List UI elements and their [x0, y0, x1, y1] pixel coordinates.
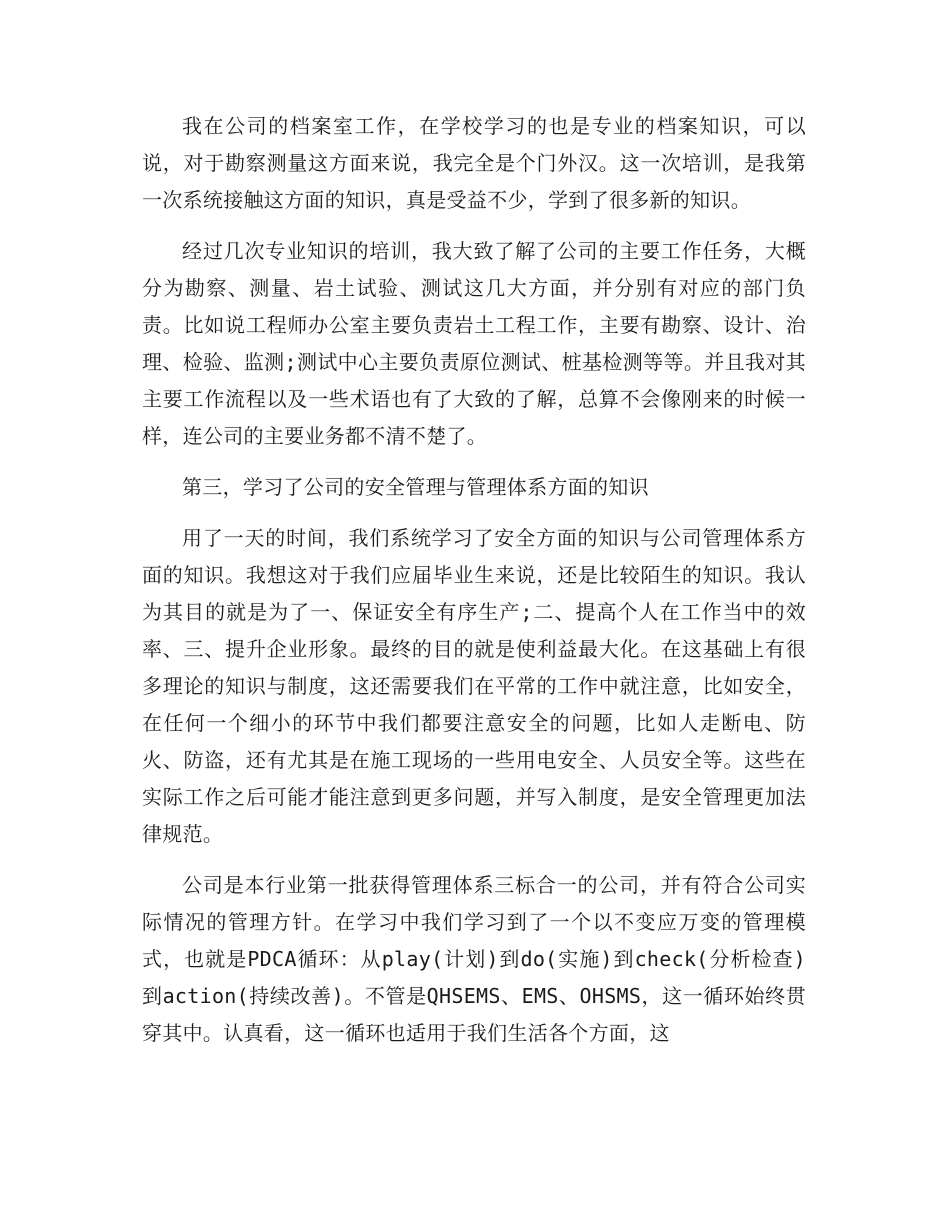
paragraph-company-tasks: 经过几次专业知识的培训，我大致了解了公司的主要工作任务，大概分为勘察、测量、岩土试验、测试这几大方面，并分别有对应的部门负责。比如说工程师办公室主要负责岩土工程工作，主要有勘察、设计、治理、检验、监测;测试中心主要负责原位测试、桩基检测等等。并且我对其主要工作流程以及一些术语也有了大致的了解，总算不会像刚来的时候一样，连公司的主要业务都不清不楚了。 [142, 239, 806, 448]
paragraph-section-heading: 第三，学习了公司的安全管理与管理体系方面的知识 [182, 475, 649, 499]
paragraph-pdca-cycle: 公司是本行业第一批获得管理体系三标合一的公司，并有符合公司实际情况的管理方针。在学习中我们学习到了一个以不变应万变的管理模式，也就是PDCA循环：从play(计划)到do(实施)到check(分析检查)到action(持续改善)。不管是QHSEMS、EMS、OHSMS，这一循环始终贯穿其中。认真看，这一循环也适用于我们生活各个方面，这 [142, 873, 806, 1045]
document-body [142, 108, 806, 1066]
paragraph-safety-management: 用了一天的时间，我们系统学习了安全方面的知识与公司管理体系方面的知识。我想这对于我们应届毕业生来说，还是比较陌生的知识。我认为其目的就是为了一、保证安全有序生产;二、提高个人在工作当中的效率、三、提升企业形象。最终的目的就是使利益最大化。在这基础上有很多理论的知识与制度，这还需要我们在平常的工作中就注意，比如安全，在任何一个细小的环节中我们都要注意安全的问题，比如人走断电、防火、防盗，还有尤其是在施工现场的一些用电安全、人员安全等。这些在实际工作之后可能才能注意到更多问题，并写入制度，是安全管理更加法律规范。 [142, 526, 806, 846]
paragraph-archive-intro: 我在公司的档案室工作，在学校学习的也是专业的档案知识，可以说，对于勘察测量这方面来说，我完全是个门外汉。这一次培训，是我第一次系统接触这方面的知识，真是受益不少，学到了很多新的知识。 [142, 114, 806, 212]
